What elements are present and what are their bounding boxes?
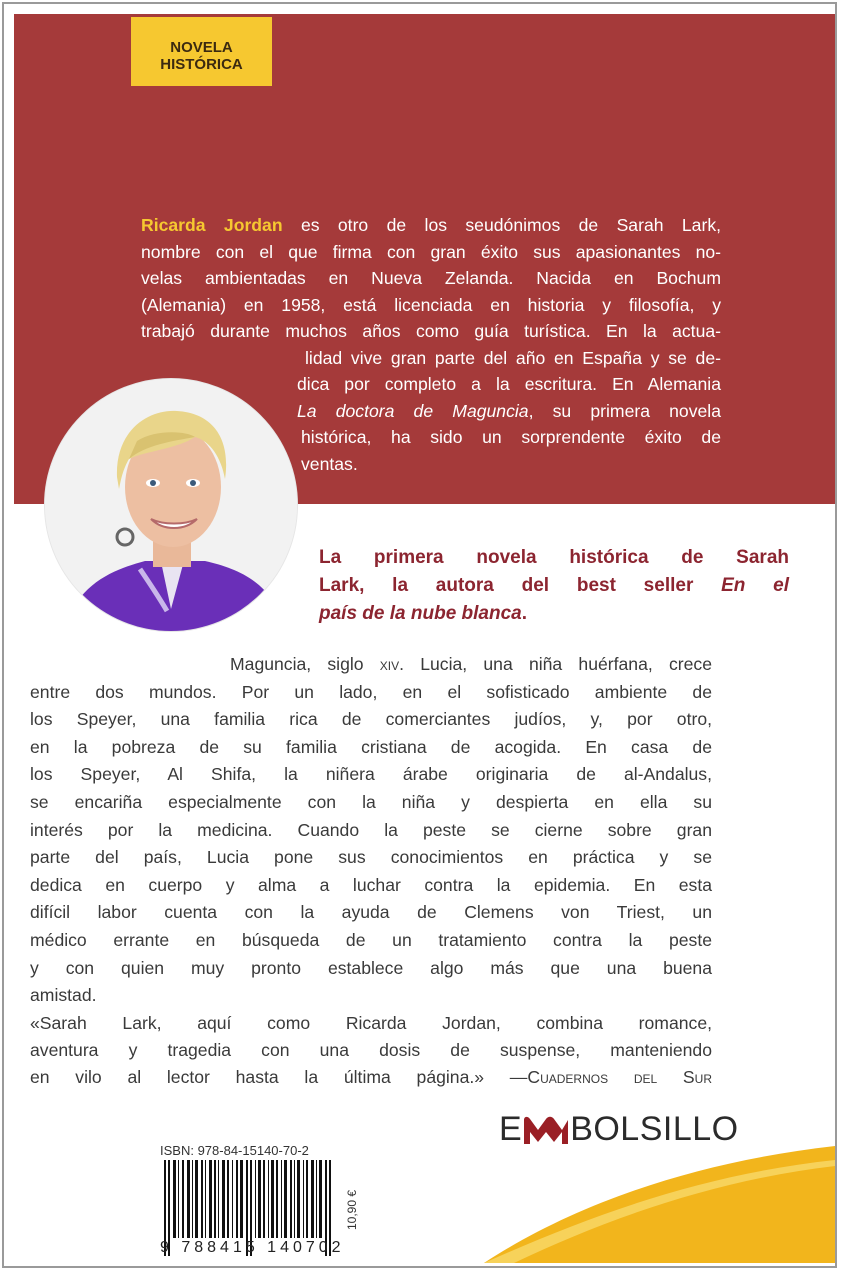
synopsis-line: entre dos mundos. Por un lado, en el sofisticado ambiente de (30, 681, 712, 702)
synopsis-line: dedica en cuerpo y alma a luchar contra la epidemia. En esta (30, 874, 712, 895)
publisher-logo (499, 1110, 739, 1149)
publisher-swoosh-graphic (14, 14, 835, 1263)
publisher-logo-right: BOLSILLO (570, 1110, 739, 1148)
bio-line: trabajó durante muchos años como guía turística. En la actua- (141, 321, 721, 341)
isbn-label: ISBN: 978-84-15140-70-2 (160, 1143, 309, 1158)
synopsis-line: los Speyer, una familia rica de comerciantes judíos, y, por otro, (30, 709, 712, 730)
price-label-box (345, 1160, 359, 1230)
bio-line: histórica, ha sido un sorprendente éxito de (301, 427, 721, 447)
tagline-line: Lark, la autora del best seller (319, 575, 694, 596)
synopsis-line: los Speyer, Al Shifa, la niñera árabe originaria de al-Andalus, (30, 764, 712, 785)
author-bio: Ricarda Jordan es otro de los seudónimos de Sarah Lark, nombre con el que firma con gran éxito sus apasionantes no- velas ambientadas en Nueva Zelanda. Nacida en Bochum (Alemania) en 1958, está licenciada en historia y filosofía, y trabajó durante muchos años como guía turística. En la actua- lidad vive gran parte del año en España y se de- dica por completo a la escritura. En Alemania La doctora de Maguncia, su primera novela histórica, ha sido un sorprendente éxito de ventas. (141, 212, 721, 477)
quote-line: «Sarah Lark, aquí como Ricarda Jordan, combina romance, (30, 1013, 712, 1033)
bio-line: su primera novela (552, 400, 721, 421)
price-label: 10,90 € (345, 1189, 359, 1230)
publisher-logo-m-icon (524, 1116, 568, 1144)
synopsis-line: interés por la medicina. Cuando la peste se cierne sobre gran (30, 819, 712, 840)
barcode-digits: 9 788415 140702 (160, 1239, 345, 1256)
synopsis-line: parte del país, Lucia pone sus conocimientos en práctica y se (30, 847, 712, 868)
bio-line: nombre con el que firma con gran éxito sus apasionantes no- (141, 241, 721, 262)
century-numeral: xiv (379, 654, 400, 674)
quote-source: Cuadernos del Sur (527, 1067, 712, 1087)
bio-line: ventas. (301, 453, 358, 474)
back-cover (14, 14, 835, 1263)
tagline-book-title: En el (721, 575, 790, 596)
bio-book-title: La doctora de Maguncia (297, 400, 529, 421)
publisher-logo-left: E (499, 1110, 523, 1148)
synopsis-line: difícil labor cuenta con la ayuda de Clemens von Triest, un (30, 902, 712, 923)
bio-line: velas ambientadas en Nueva Zelanda. Nacida en Bochum (141, 268, 721, 288)
synopsis-line: y con quien muy pronto establece algo más que una buena (30, 957, 712, 978)
synopsis-line: médico errante en búsqueda de un tratamiento contra la peste (30, 929, 712, 950)
synopsis-line: en la pobreza de su familia cristiana de acogida. En casa de (30, 736, 712, 757)
quote-line: en vilo al lector hasta la última página.» — (30, 1067, 528, 1087)
bio-line: es otro de los seudónimos de Sarah Lark, (282, 215, 722, 235)
author-name: Ricarda Jordan (141, 215, 283, 235)
tagline: La primera novela histórica de Sarah Lark, la autora del best seller En el país de la nube blanca. (319, 544, 789, 628)
synopsis: Maguncia, siglo xiv. Lucia, una niña huérfana, crece entre dos mundos. Por un lado, en el sofisticado ambiente de los Speyer, una familia rica de comerciantes judíos, y, por otro, en la pobreza de su familia cristiana de acogida. En casa de los Speyer, Al Shifa, la niñera árabe originaria de al-Andalus, se encariña especialmente con la niña y despierta en ella su interés por la medicina. Cuando la peste se cierne sobre gran parte del país, Lucia pone sus conocimientos en práctica y se dedica en cuerpo y alma a luchar contra la epidemia. En esta difícil labor cuenta con la ayuda de Clemens von Triest, un médico errante en búsqueda de un tratamiento contra la peste y con quien muy pronto establece algo más que una buena amistad. (30, 651, 712, 1010)
bio-line: lidad vive gran parte del año en España y se de- (305, 347, 721, 368)
genre-label: NOVELA HISTÓRICA (160, 39, 243, 73)
tagline-book-title: país de la nube blanca (319, 603, 522, 624)
bio-line: dica por completo a la escritura. En Alemania (297, 374, 721, 394)
quote-line: aventura y tragedia con una dosis de suspense, manteniendo (30, 1040, 712, 1060)
synopsis-line: amistad. (30, 985, 97, 1006)
bio-line: (Alemania) en 1958, está licenciada en historia y filosofía, y (141, 294, 721, 315)
tagline-line: La primera novela histórica de Sarah (319, 547, 789, 568)
synopsis-line: se encariña especialmente con la niña y despierta en ella su (30, 791, 712, 812)
book-back-cover-frame (2, 2, 837, 1268)
